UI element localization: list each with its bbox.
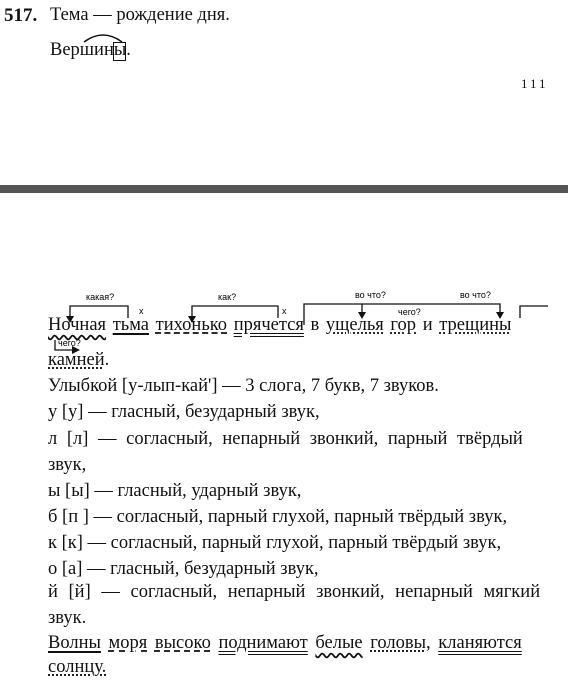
sentence-1 (48, 315, 511, 336)
question-label: как? (218, 292, 237, 302)
analysis-line: к [к] — согласный, парный глухой, парный твёрдый звук, (48, 533, 502, 553)
word-stem: Вершин (50, 40, 114, 60)
question-label: какая? (86, 292, 115, 302)
word-adjective: белые (315, 633, 363, 653)
word-subject: тьма (112, 315, 150, 335)
word-adverb: высоко (154, 633, 211, 653)
word-object-1: ущелья (325, 315, 384, 335)
question-label: во что? (355, 290, 386, 300)
word-object-3: трещины (439, 315, 512, 335)
analysis-line: звук. (48, 608, 87, 628)
word-object-4: камней (48, 350, 105, 370)
exercise-topic: Тема — рождение дня. (50, 5, 230, 25)
cross-mark: x (139, 306, 144, 316)
word-dot: . (126, 40, 131, 60)
word-object-2: солнцу. (48, 657, 107, 677)
cross-mark: x (282, 306, 287, 316)
word-adjective: Ночная (48, 315, 107, 335)
sentence-2 (48, 633, 522, 654)
word-object: головы, (370, 633, 431, 653)
analysis-line: ы [ы] — гласный, ударный звук, (48, 481, 302, 501)
word-predicate-1: поднимают (218, 633, 308, 653)
word-attribute: моря (108, 633, 148, 653)
analysis-line: л [л] — согласный, непарный звонкий, парный твёрдый (48, 429, 523, 449)
exercise-number: 517. (4, 5, 38, 26)
analysis-line: б [п ] — согласный, парный глухой, парный твёрдый звук, (48, 507, 508, 527)
analysis-line: звук, (48, 455, 87, 475)
page-reference: 111 (521, 76, 549, 91)
word-object-2: гор (390, 315, 417, 335)
sentence-1-continuation (48, 350, 109, 371)
word-adverb: тихонько (155, 315, 228, 335)
word-predicate-2: кланяются (438, 633, 522, 653)
word-predicate: прячется (233, 315, 304, 335)
word-preposition: в (310, 315, 320, 335)
question-label: во что? (460, 290, 491, 300)
question-label: чего? (398, 307, 421, 317)
sentence-2-continuation (48, 657, 106, 678)
question-label: чего? (58, 338, 81, 348)
analysis-line: о [а] — гласный, безударный звук, (48, 559, 319, 579)
word-ending: ы (113, 40, 127, 60)
analysis-heading: Улыбкой [у-лып-кай'] — 3 слога, 7 букв, 7 звуков. (48, 376, 439, 396)
sentence-1-end: . (104, 350, 110, 370)
word-conjunction: и (422, 315, 433, 335)
analysis-line: у [у] — гласный, безударный звук, (48, 402, 320, 422)
word-subject: Волны (48, 633, 101, 653)
analysis-line: й [й] — согласный, непарный звонкий, непарный мягкий (48, 582, 541, 602)
